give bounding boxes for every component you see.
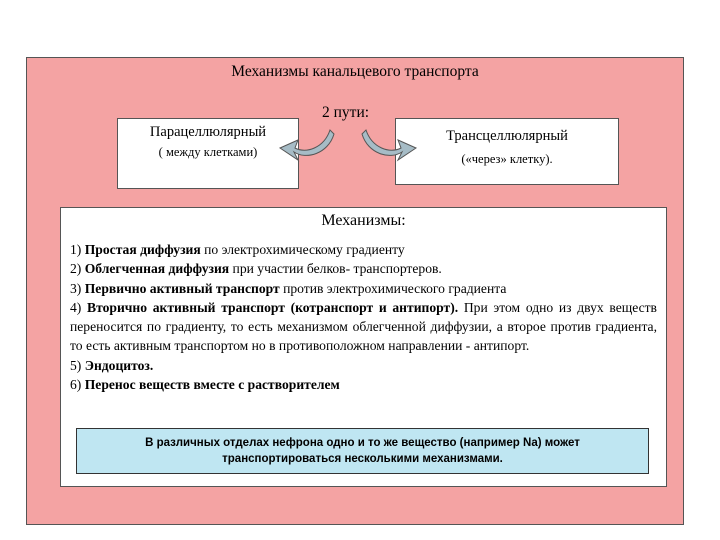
mechanism-item: 5) Эндоцитоз.	[70, 357, 154, 373]
transcellular-note: («через» клетку).	[461, 152, 553, 166]
mechanism-item: 3) Первично активный транспорт против электрохимического градиента	[70, 280, 507, 296]
note-box	[76, 428, 649, 474]
diagram-title: Механизмы канальцевого транспорта	[231, 63, 479, 80]
paracellular-box	[117, 118, 299, 189]
mechanism-item: 2) Облегченная диффузия при участии белков- транспортеров.	[70, 261, 442, 277]
note-line-2: транспортироваться несколькими механизмами.	[222, 453, 503, 465]
mechanisms-title: Механизмы:	[321, 212, 406, 229]
transcellular-box	[395, 118, 619, 185]
mechanisms-list	[70, 240, 657, 394]
paths-label: 2 пути:	[322, 104, 370, 121]
left-curved-arrow-icon	[276, 126, 338, 166]
paracellular-note: ( между клетками)	[158, 145, 258, 159]
transcellular-name: Трансцеллюлярный	[446, 128, 568, 144]
note-line-1: В различных отделах нефрона одно и то же вещество (например Na) может	[145, 437, 580, 449]
mechanism-item: 1) Простая диффузия по электрохимическому градиенту	[70, 242, 405, 257]
right-curved-arrow-icon	[358, 126, 420, 166]
mechanism-item: 4) Вторично активный транспорт (котранспорт и антипорт). При этом одно из двух веществ переносится по градиенту, то есть механизмом облегченной диффузии, а второе против градиента, то есть активным транспортом но в противоположном направлении - антипорт.	[70, 299, 657, 354]
mechanism-item: 6) Перенос веществ вместе с растворителем	[70, 377, 340, 393]
paracellular-name: Парацеллюлярный	[149, 124, 267, 140]
